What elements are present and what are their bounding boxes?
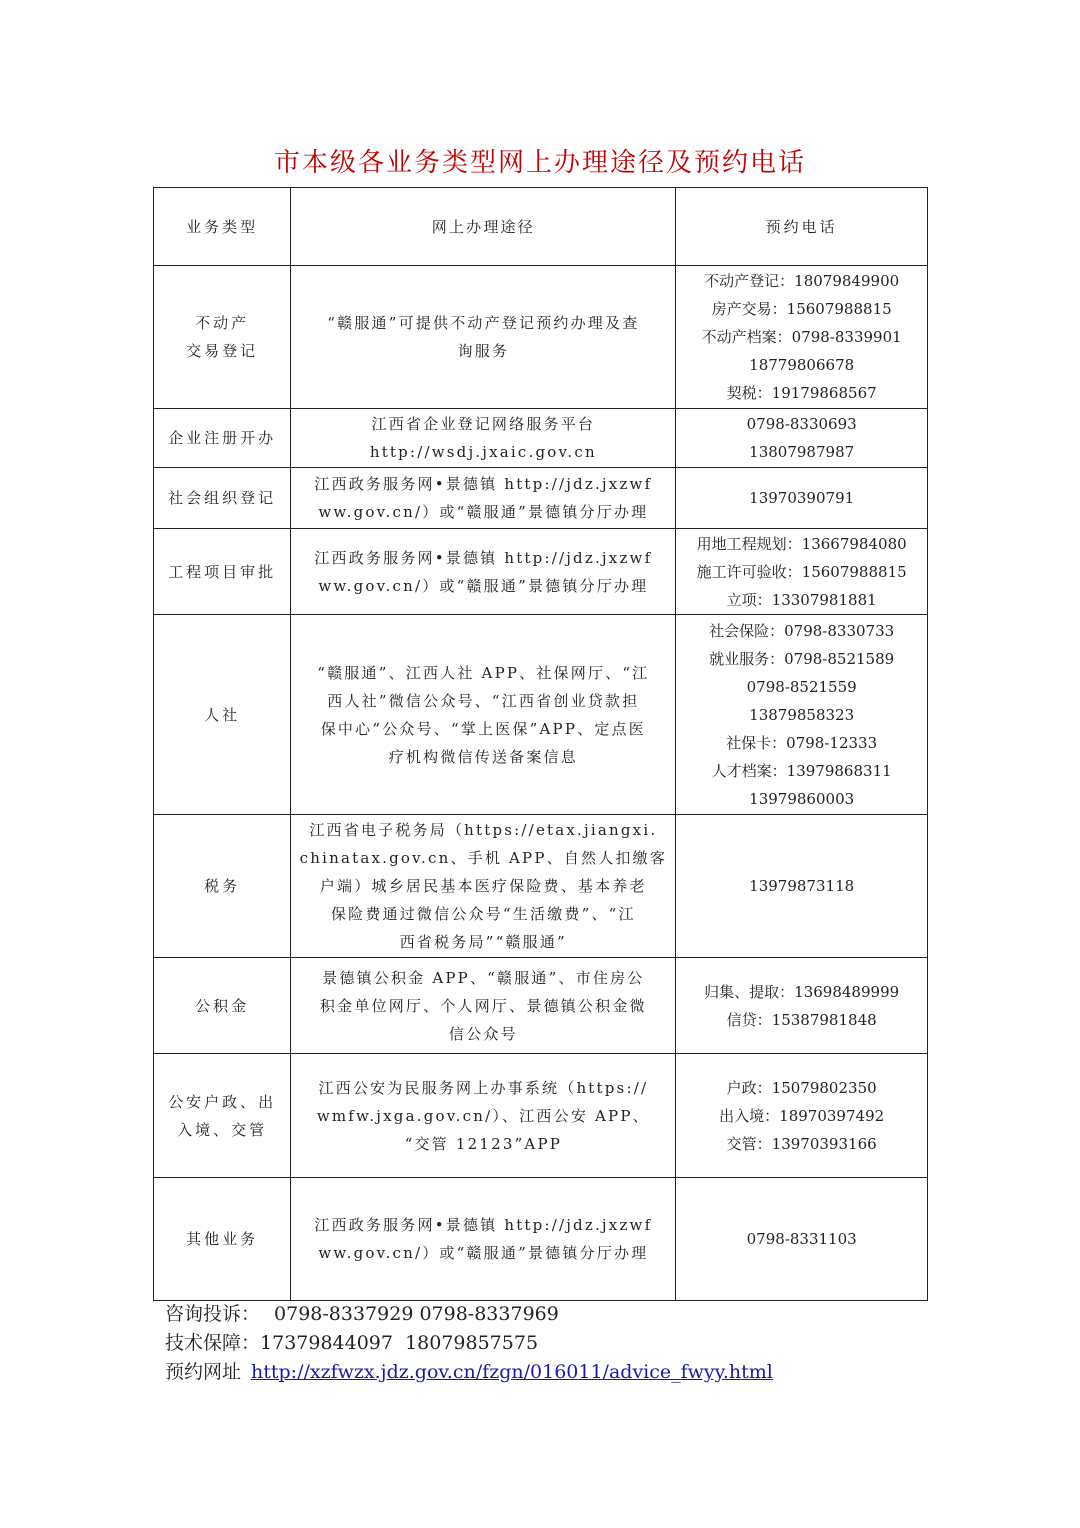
tech-label: 技术保障： <box>165 1332 261 1354</box>
business-type-cell <box>154 615 291 815</box>
path-line: ww.gov.cn/）或“赣服通”景德镇分厅办理 <box>318 1244 649 1262</box>
tech-row <box>165 1329 773 1358</box>
business-type-cell <box>154 1178 291 1301</box>
phone-line: 0798-8330693 <box>746 415 857 433</box>
phone-cell <box>676 615 928 815</box>
phone-line: 13807987987 <box>749 443 855 461</box>
path-line: 保中心”公众号、“掌上医保”APP、定点医 <box>320 719 646 738</box>
consult-label: 咨询投诉： <box>165 1303 261 1325</box>
phone-cell <box>676 266 928 409</box>
phone-line: 房产交易：15607988815 <box>711 300 892 318</box>
table-row <box>154 409 928 468</box>
phone-line: 13979860003 <box>749 789 855 808</box>
path-line: 江西政务服务网•景德镇 http://jdz.jxzwf <box>314 1216 653 1234</box>
online-path-cell <box>291 1054 676 1178</box>
table-row <box>154 266 928 409</box>
phone-line: 用地工程规划：13667984080 <box>696 534 907 553</box>
table-row <box>154 615 928 815</box>
business-type-cell <box>154 409 291 468</box>
business-table <box>153 187 928 1301</box>
header-type: 业务类型 <box>154 188 291 266</box>
table-row <box>154 468 928 529</box>
online-path-cell <box>291 958 676 1054</box>
path-line: ww.gov.cn/）或“赣服通”景德镇分厅办理 <box>318 576 649 595</box>
phone-line: 信贷：15387981848 <box>726 1010 877 1029</box>
path-line: 户端）城乡居民基本医疗保险费、基本养老 <box>319 877 647 895</box>
type-line: 企业注册开办 <box>168 429 277 447</box>
business-type-cell <box>154 529 291 615</box>
path-line: chinatax.gov.cn、手机 APP、自然人扣缴客 <box>299 849 668 867</box>
phone-cell <box>676 409 928 468</box>
phone-line: 社保卡：0798-12333 <box>726 733 878 752</box>
path-line: http://wsdj.jxaic.gov.cn <box>369 443 597 461</box>
page-title: 市本级各业务类型网上办理途径及预约电话 <box>273 148 806 178</box>
path-line: 保险费通过微信公众号“生活缴费”、“江 <box>330 905 636 923</box>
phone-cell <box>676 1054 928 1178</box>
online-path-cell <box>291 815 676 958</box>
path-line: “赣服通”可提供不动产登记预约办理及查 <box>327 314 640 332</box>
table-body <box>154 266 928 1301</box>
phone-line: 0798-8331103 <box>746 1230 857 1248</box>
table-header-row <box>154 188 928 266</box>
phone-line: 施工许可验收：15607988815 <box>696 562 907 581</box>
header-path: 网上办理途径 <box>291 188 676 266</box>
phone-line: 13970390791 <box>749 489 855 507</box>
phone-line: 立项：13307981881 <box>726 590 877 609</box>
booking-url-link[interactable]: http://xzfwzx.jdz.gov.cn/fzgn/016011/advice_fwyy.html <box>251 1361 773 1383</box>
phone-line: 不动产登记：18079849900 <box>704 272 900 290</box>
type-line: 工程项目审批 <box>168 562 277 581</box>
table-row <box>154 815 928 958</box>
phone-cell <box>676 958 928 1054</box>
table-row <box>154 1178 928 1301</box>
online-path-cell <box>291 266 676 409</box>
path-line: 疗机构微信传送备案信息 <box>388 747 578 766</box>
type-line: 其他业务 <box>186 1230 259 1248</box>
path-line: 景德镇公积金 APP、“赣服通”、市住房公 <box>322 968 645 987</box>
path-line: 询服务 <box>457 342 510 360</box>
path-line: 江西省企业登记网络服务平台 <box>371 415 596 433</box>
path-line: “交管 12123”APP <box>404 1134 563 1153</box>
path-line: 西人社”微信公众号、“江西省创业贷款担 <box>327 691 640 710</box>
path-line: 信公众号 <box>448 1024 518 1043</box>
type-line: 交易登记 <box>186 342 259 360</box>
type-line: 人社 <box>204 705 241 724</box>
phone-line: 18779806678 <box>749 356 855 374</box>
phone-line: 契税：19179868567 <box>726 384 877 402</box>
path-line: 江西公安为民服务网上办事系统（https:// <box>318 1078 649 1097</box>
consult-value: 0798-8337929 0798-8337969 <box>274 1303 559 1325</box>
type-line: 入境、交管 <box>177 1120 268 1139</box>
table-row <box>154 529 928 615</box>
business-type-cell <box>154 815 291 958</box>
table-row <box>154 1054 928 1178</box>
phone-cell <box>676 468 928 529</box>
header-phone: 预约电话 <box>676 188 928 266</box>
path-line: 江西政务服务网•景德镇 http://jdz.jxzwf <box>314 548 653 567</box>
phone-line: 人才档案：13979868311 <box>711 761 892 780</box>
phone-line: 不动产档案：0798-8339901 <box>701 328 902 346</box>
business-type-cell <box>154 1054 291 1178</box>
type-line: 社会组织登记 <box>168 489 277 507</box>
table-row <box>154 958 928 1054</box>
phone-line: 13979873118 <box>749 877 855 895</box>
path-line: 江西省电子税务局（https://etax.jiangxi. <box>309 821 658 839</box>
path-line: 积金单位网厅、个人网厅、景德镇公积金微 <box>319 996 647 1015</box>
phone-line: 户政：15079802350 <box>726 1078 877 1097</box>
online-path-cell <box>291 468 676 529</box>
path-line: ww.gov.cn/）或“赣服通”景德镇分厅办理 <box>318 503 649 521</box>
tech-value: 17379844097 18079857575 <box>260 1332 539 1354</box>
type-line: 税务 <box>204 877 241 895</box>
footer <box>165 1300 773 1387</box>
type-line: 公安户政、出 <box>168 1092 277 1111</box>
phone-line: 社会保险：0798-8330733 <box>709 621 895 640</box>
phone-cell <box>676 815 928 958</box>
phone-line: 0798-8521559 <box>746 677 857 696</box>
online-path-cell <box>291 1178 676 1301</box>
phone-cell <box>676 529 928 615</box>
url-row <box>165 1358 773 1387</box>
path-line: 西省税务局”“赣服通” <box>399 933 567 951</box>
business-type-cell <box>154 266 291 409</box>
type-line: 公积金 <box>195 996 250 1015</box>
path-line: “赣服通”、江西人社 APP、社保网厅、“江 <box>317 663 650 682</box>
business-type-cell <box>154 468 291 529</box>
phone-line: 交管：13970393166 <box>726 1134 877 1153</box>
phone-line: 出入境：18970397492 <box>719 1106 885 1125</box>
path-line: wmfw.jxga.gov.cn/）、江西公安 APP、 <box>316 1106 650 1125</box>
consult-row <box>165 1300 773 1329</box>
path-line: 江西政务服务网•景德镇 http://jdz.jxzwf <box>314 475 653 493</box>
phone-line: 13879858323 <box>749 705 855 724</box>
phone-line: 就业服务：0798-8521589 <box>709 649 895 668</box>
online-path-cell <box>291 615 676 815</box>
online-path-cell <box>291 529 676 615</box>
url-label: 预约网址 <box>165 1361 242 1383</box>
phone-line: 归集、提取：13698489999 <box>704 982 900 1001</box>
phone-cell <box>676 1178 928 1301</box>
business-type-cell <box>154 958 291 1054</box>
online-path-cell <box>291 409 676 468</box>
type-line: 不动产 <box>195 314 250 332</box>
